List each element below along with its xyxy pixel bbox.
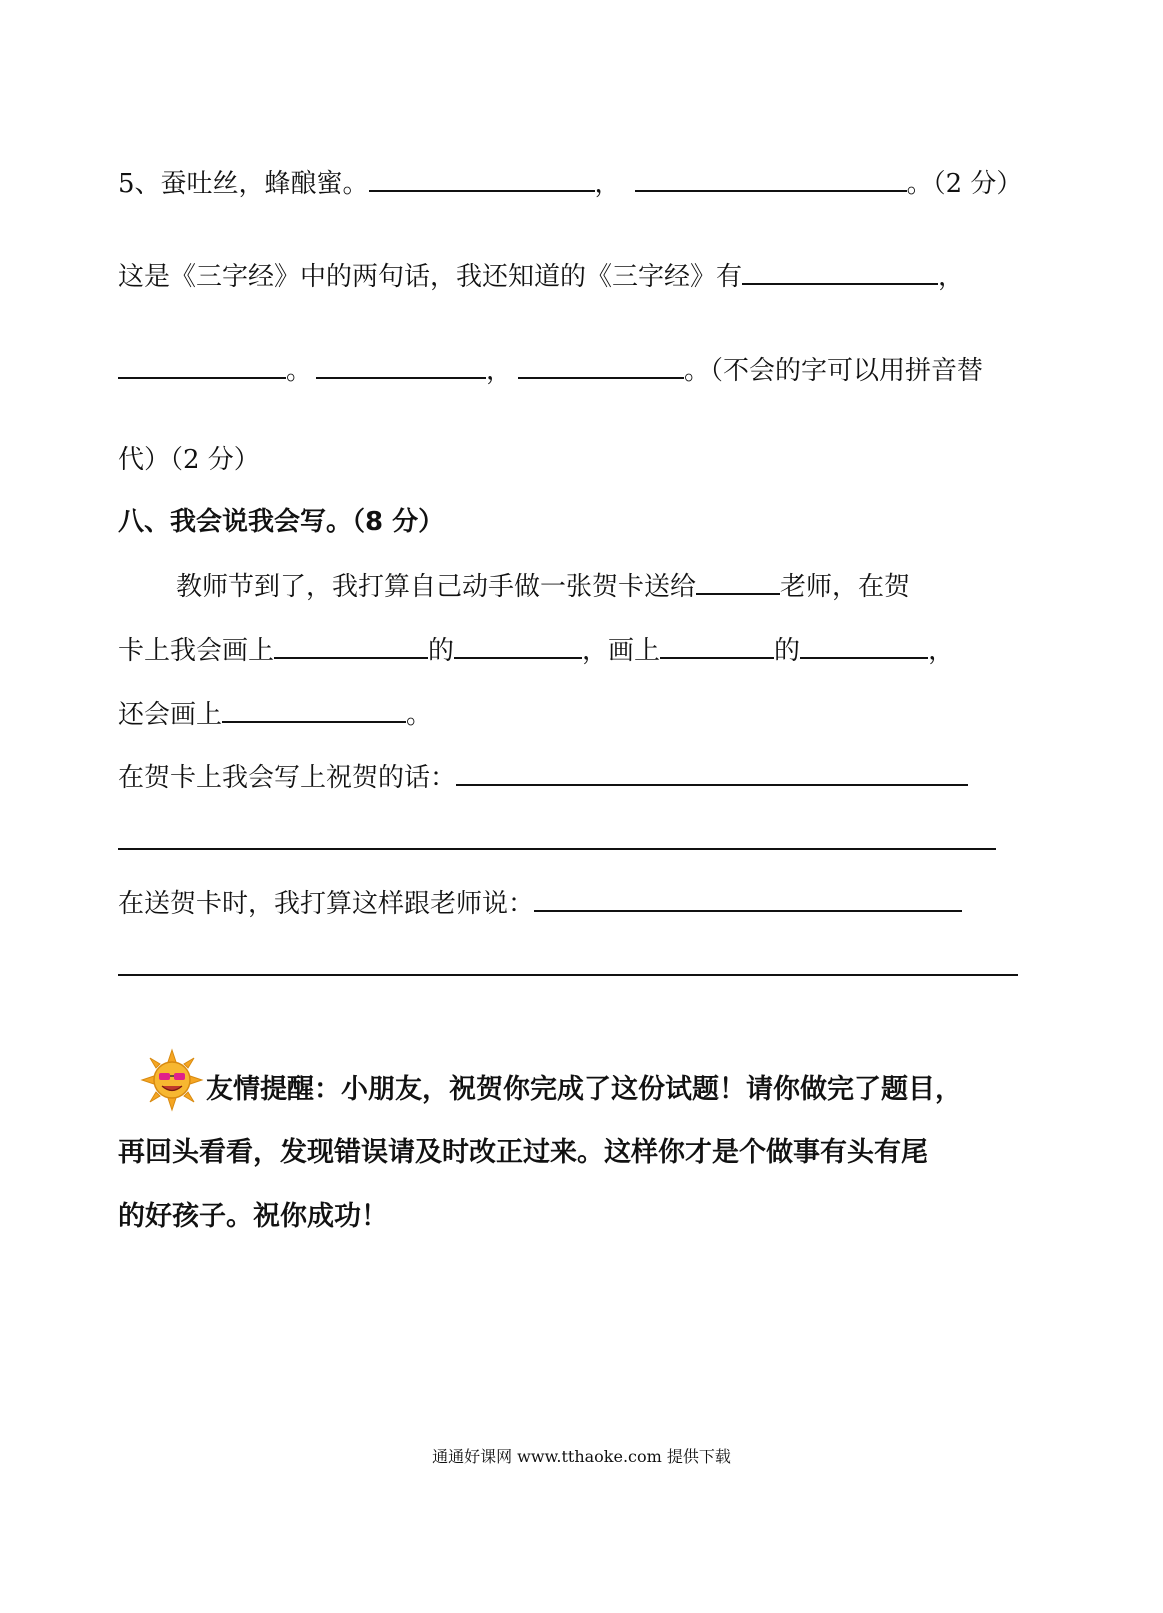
section8-p2-a: 卡上我会画上	[118, 636, 275, 666]
section8-p2-e: ，	[928, 636, 955, 666]
q5-blank-1[interactable]	[369, 164, 595, 192]
section8-p3-text: 还会画上	[118, 700, 223, 730]
reminder-line2: 再回头看看，发现错误请及时改正过来。这样你才是个做事有头有尾	[118, 1137, 928, 1168]
section8-draw-blank-3[interactable]	[660, 631, 774, 659]
q5-followup-text: 这是《三字经》中的两句话，我还知道的《三字经》有	[118, 262, 743, 292]
q5-followup-line1	[118, 257, 964, 294]
reminder-line3: 的好孩子。祝你成功！	[118, 1201, 388, 1232]
section8-wish-blank-2[interactable]	[118, 848, 996, 850]
q5-comma: ，	[594, 169, 621, 199]
section8-draw-blank-4[interactable]	[800, 631, 928, 659]
q5-followup-line3: 代）（2 分）	[118, 445, 260, 475]
q5-followup-sep2: ，	[486, 356, 513, 386]
section8-title: 八、我会说我会写。（8 分）	[118, 507, 445, 537]
q5-followup-comma: ，	[938, 262, 965, 292]
q5-followup-blank-2[interactable]	[118, 351, 286, 379]
q5-score: 。（2 分）	[906, 169, 1023, 199]
section8-p4	[118, 758, 968, 795]
section8-draw-blank-2[interactable]	[454, 631, 582, 659]
q5-followup-blank-1[interactable]	[742, 257, 938, 285]
q5-followup-line2	[118, 351, 983, 388]
footer-source: 通通好课网 www.tthaoke.com 提供下载	[432, 1447, 731, 1466]
section8-p2-d: 的	[774, 636, 801, 666]
section8-p5-text: 在送贺卡时，我打算这样跟老师说：	[118, 889, 535, 919]
section8-wish-blank-1[interactable]	[456, 758, 968, 786]
section8-p1-end: 老师，在贺	[780, 572, 911, 602]
q5-followup-note: 。（不会的字可以用拼音替	[684, 356, 984, 386]
section8-p3	[118, 695, 432, 732]
q5-followup-blank-4[interactable]	[518, 351, 684, 379]
section8-p2	[118, 631, 954, 668]
section8-p4-text: 在贺卡上我会写上祝贺的话：	[118, 763, 457, 793]
section8-draw-blank-5[interactable]	[222, 695, 406, 723]
section8-p2-b: 的	[428, 636, 455, 666]
section8-draw-blank-1[interactable]	[274, 631, 428, 659]
section8-say-blank-2[interactable]	[118, 974, 1018, 976]
q5-followup-sep1: 。	[286, 356, 313, 386]
section8-say-blank-1[interactable]	[534, 884, 962, 912]
q5-blank-2[interactable]	[635, 164, 907, 192]
q5-line	[118, 164, 1022, 201]
section8-p3-end: 。	[406, 700, 433, 730]
section8-teacher-blank[interactable]	[696, 567, 780, 595]
section8-p1	[176, 567, 910, 604]
sun-with-sunglasses-icon	[140, 1048, 204, 1112]
section8-p2-c: ，画上	[582, 636, 661, 666]
section8-p1-text: 教师节到了，我打算自己动手做一张贺卡送给	[176, 572, 697, 602]
section8-p5	[118, 884, 962, 921]
q5-followup-blank-3[interactable]	[316, 351, 486, 379]
q5-text: 5、蚕吐丝，蜂酿蜜。	[118, 169, 369, 199]
reminder-line1: 友情提醒：小朋友，祝贺你完成了这份试题！请你做完了题目，	[206, 1074, 962, 1105]
